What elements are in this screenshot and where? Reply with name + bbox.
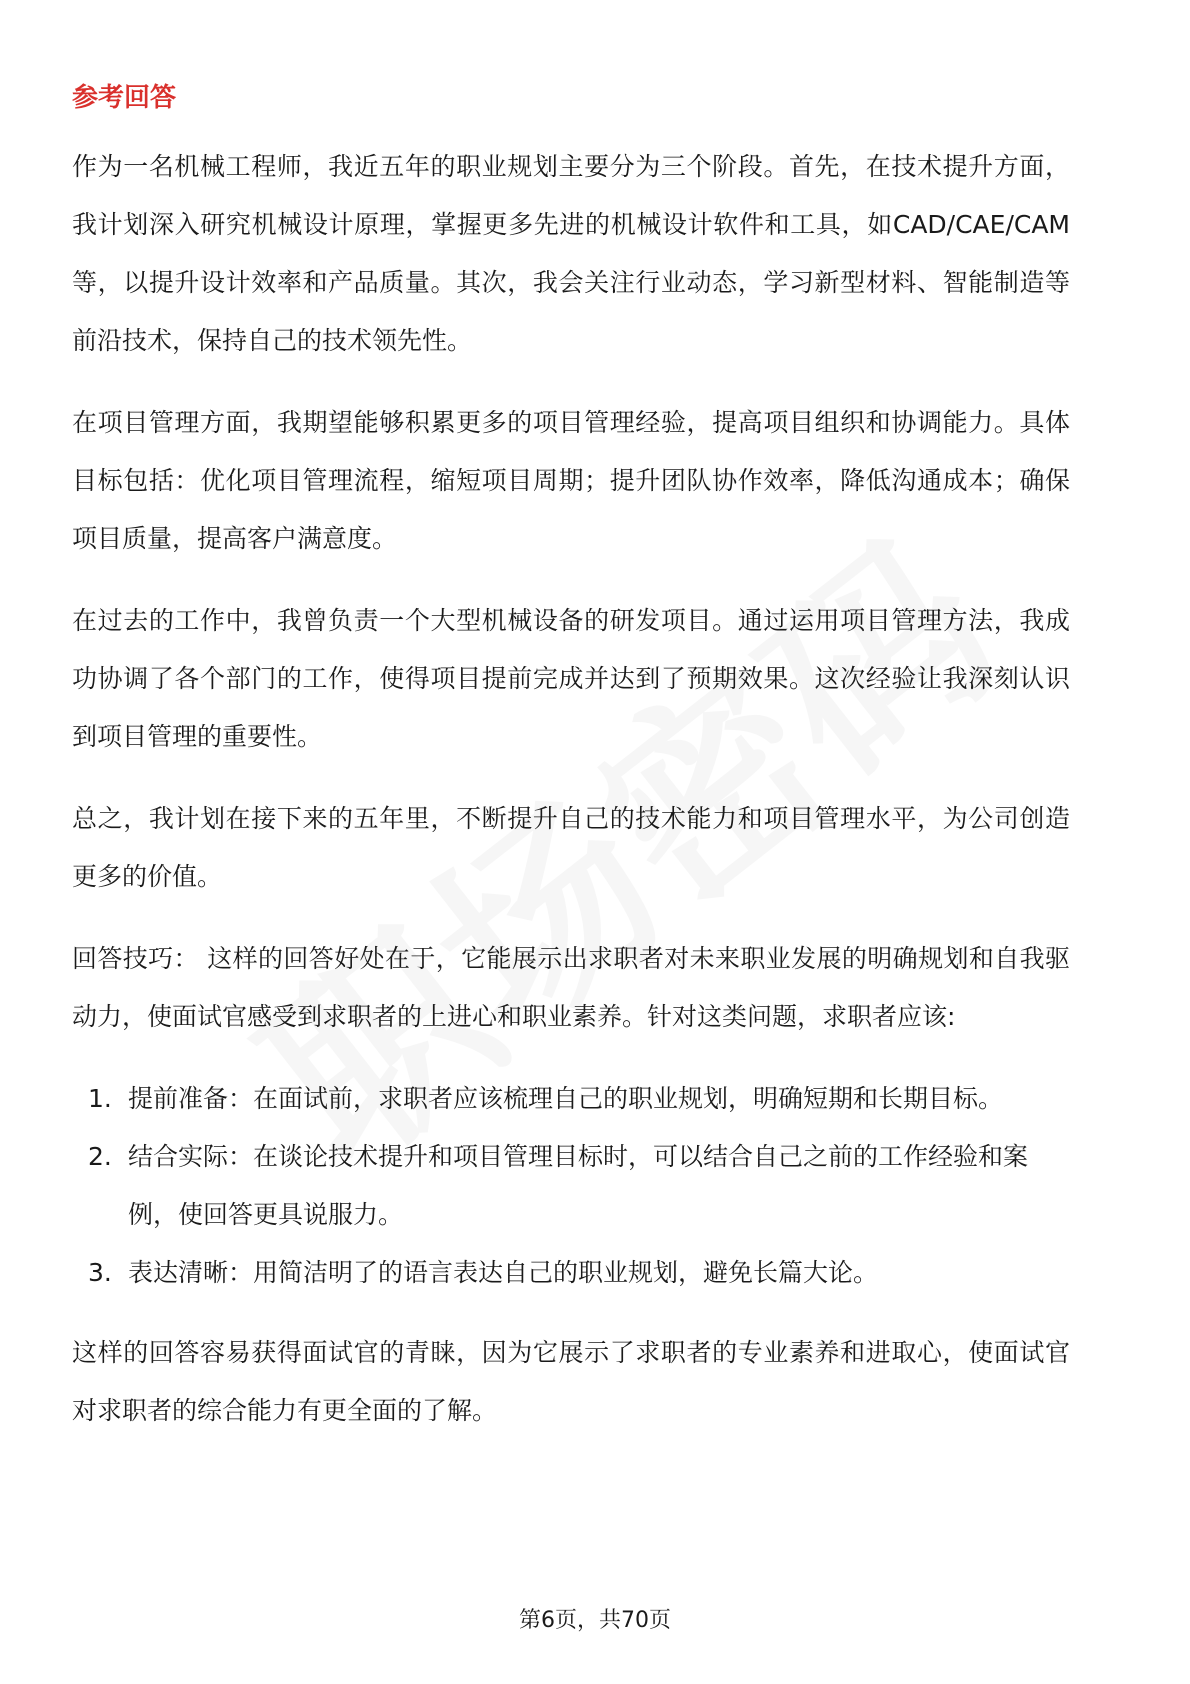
tips-list: [72, 1070, 1070, 1302]
paragraph: 这样的回答容易获得面试官的青睐，因为它展示了求职者的专业素养和进取心，使面试官对求职者的综合能力有更全面的了解。: [72, 1338, 1070, 1425]
paragraph: 回答技巧： 这样的回答好处在于，它能展示出求职者对未来职业发展的明确规划和自我驱动力，使面试官感受到求职者的上进心和职业素养。针对这类问题，求职者应该:: [72, 944, 1070, 1031]
list-number: 2.: [88, 1142, 112, 1171]
list-item: [88, 1128, 1070, 1244]
list-text: 结合实际：在谈论技术提升和项目管理目标时，可以结合自己之前的工作经验和案例，使回答更具说服力。: [128, 1142, 1029, 1229]
list-text: 提前准备：在面试前，求职者应该梳理自己的职业规划，明确短期和长期目标。: [128, 1084, 1004, 1113]
list-item: [88, 1244, 1070, 1302]
section-heading: 参考回答: [72, 83, 177, 113]
paragraph: 作为一名机械工程师，我近五年的职业规划主要分为三个阶段。首先，在技术提升方面，我计划深入研究机械设计原理，掌握更多先进的机械设计软件和工具，如CAD/CAE/CAM等，以提升设计效率和产品质量。其次，我会关注行业动态，学习新型材料、智能制造等前沿技术，保持自己的技术领先性。: [72, 152, 1070, 355]
paragraph: 在过去的工作中，我曾负责一个大型机械设备的研发项目。通过运用项目管理方法，我成功协调了各个部门的工作，使得项目提前完成并达到了预期效果。这次经验让我深刻认识到项目管理的重要性。: [72, 606, 1070, 751]
paragraph: 在项目管理方面，我期望能够积累更多的项目管理经验，提高项目组织和协调能力。具体目标包括：优化项目管理流程，缩短项目周期；提升团队协作效率，降低沟通成本；确保项目质量，提高客户满意度。: [72, 408, 1070, 553]
list-item: [88, 1070, 1070, 1128]
list-number: 3.: [88, 1258, 112, 1287]
list-number: 1.: [88, 1084, 112, 1113]
paragraph: 总之，我计划在接下来的五年里，不断提升自己的技术能力和项目管理水平，为公司创造更多的价值。: [72, 804, 1070, 891]
page-footer: 第6页，共70页: [519, 1608, 671, 1633]
list-text: 表达清晰：用简洁明了的语言表达自己的职业规划，避免长篇大论。: [128, 1258, 879, 1287]
